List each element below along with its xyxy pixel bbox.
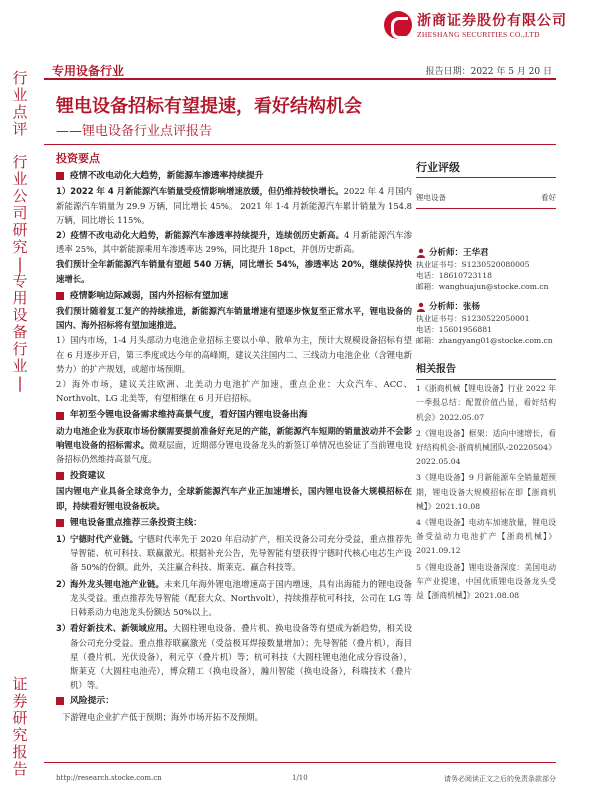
paragraph: 国内锂电产业具备全球竞争力，全球新能源汽车产业正加速增长，国内锂电设备大规模招标在即，持续看好锂电设备板块。 xyxy=(56,486,412,511)
analyst-card xyxy=(416,247,556,293)
list-item: 2） 海外龙头锂电池产业链。未来几年海外锂电池增速高于国内增速，具有出海能力的锂电设备龙头受益。重点推荐先导智能（配套大众、Northvolt），持续推荐杭可科技，公司在 LG 等日韩系动力电池龙头份额达 50%以上。 xyxy=(56,578,413,618)
company-name-en: ZHESHANG SECURITIES CO.,LTD xyxy=(417,30,540,39)
analyst-license: 执业证书号：S1230522050001 xyxy=(416,313,530,323)
report-date: 报告日期：2022 年 5 月 20 日 xyxy=(425,67,552,77)
risk-heading: 风险提示： xyxy=(56,694,412,708)
analyst-name: 分析师：王华君 xyxy=(429,248,489,258)
paragraph: 2）疫情不改电动化大趋势，新能源汽车渗透率持续提升，连续创历史新高。4 月新能源汽车渗透率 25%，其中新能源乘用车渗透率达 29%，同比提升 18pct，并创历史新高。 xyxy=(56,230,412,255)
page-title: 锂电设备招标有望提速，看好结构机会 xyxy=(56,96,362,117)
rating-row xyxy=(416,192,556,204)
rating-divider xyxy=(416,208,556,209)
paragraph: 我们预计全年新能源汽车销量有望超 540 万辆，同比增长 54%，渗透率达 20%，继续保持快速增长。 xyxy=(56,259,412,284)
square-bullet-icon xyxy=(56,472,64,480)
list-item: 3） 看好新技术、新领域应用。大圆柱锂电设备、叠片机、换电设备等有望成为新趋势，相关设备公司充分受益。重点推荐联赢激光（受益极耳焊接数量增加）；先导智能（叠片机），海目星（叠片机、光伏设备），利元亨（叠片机）等；杭可科技（大圆柱锂电池化成分容设备），斯莱克（大圆柱电池壳），博众精工（换电设备），瀚川智能（换电设备），科瑞技术（叠片机）等。 xyxy=(56,623,413,691)
risk-text: 下游锂电企业扩产低于预期；海外市场开拓不及预期。 xyxy=(62,711,263,722)
section-title: 投资要点 xyxy=(56,152,100,165)
analyst-email[interactable]: 邮箱：zhangyang01@stocke.com.cn xyxy=(416,336,553,346)
logo-icon xyxy=(384,11,412,39)
related-report-item[interactable]: 3《锂电设备】9 月新能源车全销量超预期，锂电设备大规模招标在即【浙商机械】》2021.10.08 xyxy=(416,473,556,511)
header-divider xyxy=(44,78,556,80)
point-heading: 疫情影响边际减弱，国内外招标有望加速 xyxy=(56,289,412,303)
company-name-cn: 浙商证券股份有限公司 xyxy=(417,13,567,29)
vertical-label-bottom: 证 券 研 究 报 告 xyxy=(12,675,28,778)
related-report-item[interactable]: 4《锂电设备】电动车加速放量，锂电设备受益动力电池扩产【浙商机械】》2021.09.12 xyxy=(416,518,556,556)
title-divider xyxy=(44,144,556,145)
related-report-item[interactable]: 5《锂电设备】锂电设备深度：美国电动车产业提速，中国优质锂电设备龙头受益【浙商机械】》2021.08.08 xyxy=(416,562,556,601)
rating-label: 锂电设备 xyxy=(416,193,446,202)
vertical-label-mid: 行 业 公 司 研 究 | 专 用 设 备 行 业 | xyxy=(12,153,28,392)
paragraph: 2）海外市场，建议关注欧洲、北美动力电池扩产加速，重点企业：大众汽车、ACC、Northvolt、LG 北美等，有望相继在 6 月开启招标。 xyxy=(56,379,412,404)
vertical-label-top: 行 业 点 评 xyxy=(12,69,28,138)
analyst-license: 执业证书号：S1230520080005 xyxy=(416,260,530,269)
person-icon xyxy=(416,248,426,258)
square-bullet-icon xyxy=(56,519,64,527)
paragraph: 动力电池企业为获取市场份额需要提前准备好充足的产能，新能源汽车短期的销量波动并不会影响锂电设备的招标需求。微观层面，近期部分锂电设备龙头的新签订单情况也验证了当前锂电设备招标仍然维持高景气度。 xyxy=(56,425,412,465)
person-icon xyxy=(416,302,426,312)
analyst-email[interactable]: 邮箱：wanghuajun@stocke.com.cn xyxy=(416,282,549,292)
main-content xyxy=(56,152,412,725)
disclaimer-note: 请务必阅读正文之后的免责条款部分 xyxy=(444,775,556,783)
analyst-card xyxy=(416,301,556,347)
square-bullet-icon xyxy=(56,697,64,705)
list-item: 1） 宁德时代产业链。宁德时代率先于 2020 年启动扩产，相关设备公司充分受益，重点推荐先导智能、杭可科技、联赢激光。根据补充公告，先导智能有望获得宁德时代核心电芯生产设备 50%的份额。此外，关注赢合科技、斯莱克、赢合科技等。 xyxy=(56,534,412,573)
paragraph: 1）国内市场，1-4 月头部动力电池企业招标主要以小单、散单为主，预计大规模设备招标有望在 6 月逐步开启，第三季度或达今年的高峰期，建议关注国内二、三线动力电池企业（含锂电新势力）的扩产规划，或超市场预期。 xyxy=(56,335,412,374)
sidebar xyxy=(416,162,556,603)
analyst-name: 分析师：张杨 xyxy=(429,301,481,312)
paragraph: 1）2022 年 4 月新能源汽车销量受疫情影响增速放缓，但仍维持较快增长。2022 年 4 月国内新能源汽车销量为 29.9 万辆，同比增长 45%。 2021 年 1-4 月新能源汽车累计销量为 154.8 万辆，同比增长 115%。 xyxy=(56,186,412,225)
related-report-item[interactable]: 1《浙商机械【锂电设备】行业 2022 年一季报总结：配置价值凸显，看好结构机会》2022.05.07 xyxy=(416,384,556,422)
point-heading: 锂电设备重点推荐三条投资主线： xyxy=(56,516,412,530)
company-logo xyxy=(384,10,567,39)
rating-value: 看好 xyxy=(541,193,556,202)
page-subtitle: ——锂电设备行业点评报告 xyxy=(56,124,213,139)
related-reports-title: 相关报告 xyxy=(416,364,556,380)
footer-website-link[interactable]: http://research.stocke.com.cn xyxy=(56,774,162,782)
analyst-phone: 电话：15601956881 xyxy=(416,324,492,334)
page-number: 1/10 xyxy=(292,774,308,782)
square-bullet-icon xyxy=(56,172,64,180)
square-bullet-icon xyxy=(56,292,64,300)
square-bullet-icon xyxy=(56,412,64,420)
industry-label: 专用设备行业 xyxy=(52,64,125,78)
rating-title: 行业评级 xyxy=(416,162,556,178)
point-heading: 年初至今锂电设备需求维持高景气度，看好国内锂电设备出海 xyxy=(56,408,412,422)
analyst-phone: 电话：18610723118 xyxy=(416,271,492,281)
related-report-item[interactable]: 2《锂电设备】框架：适向中速增长，看好结构机会-浙商机械团队-20220504》2022.05.04 xyxy=(416,428,556,467)
point-heading: 投资建议 xyxy=(56,469,412,483)
point-heading: 疫情不改电动化大趋势，新能源车渗透率持续提升 xyxy=(56,169,412,183)
footer-divider xyxy=(44,762,556,763)
paragraph: 我们预计随着复工复产的持续推进，新能源汽车销量增速有望逐步恢复至正常水平，锂电设备的国内、海外招标将有望加速推进。 xyxy=(56,306,412,331)
